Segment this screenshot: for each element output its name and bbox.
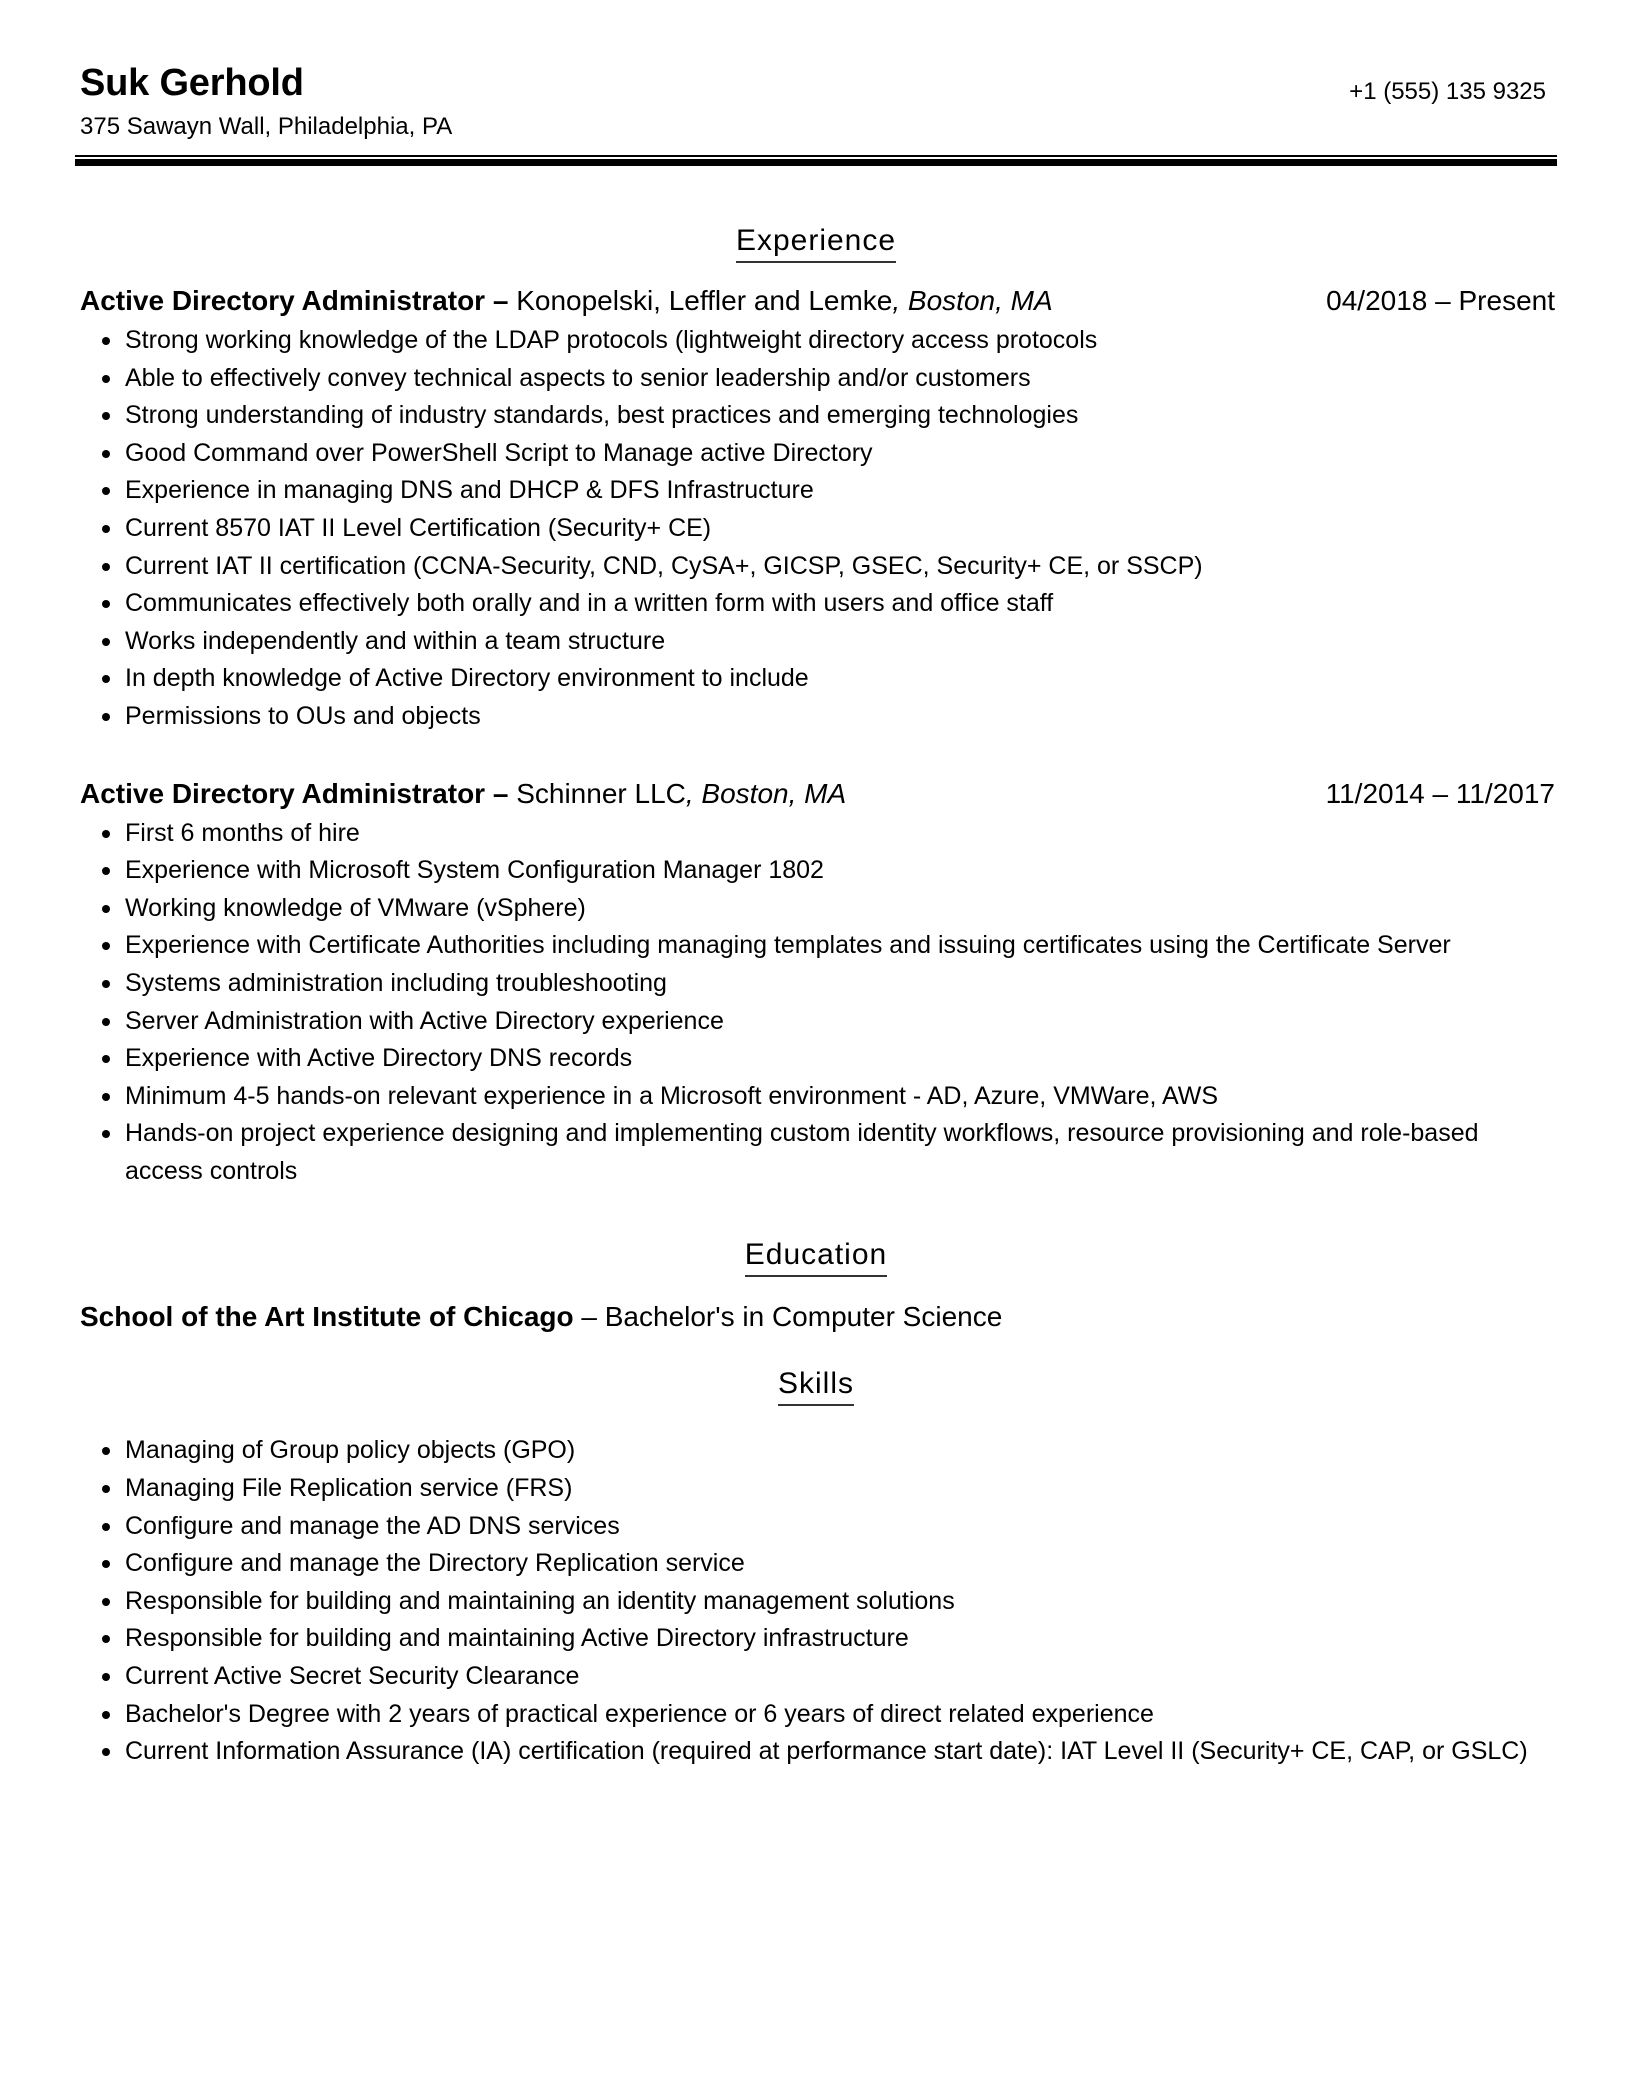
skills-section-heading <box>80 1367 1552 1406</box>
job-location: , Boston, MA <box>892 285 1053 316</box>
list-item: Strong understanding of industry standards, best practices and emerging technologies <box>100 397 1552 435</box>
job-company: Konopelski, Leffler and Lemke <box>508 285 893 316</box>
list-item: Current Information Assurance (IA) certification (required at performance start date): IAT Level II (Security+ CE, CAP, or GSLC) <box>100 1733 1552 1771</box>
resume-header <box>80 0 1552 168</box>
list-item: Experience with Microsoft System Configuration Manager 1802 <box>100 852 1552 890</box>
list-item: Experience in managing DNS and DHCP & DFS Infrastructure <box>100 472 1552 510</box>
header-divider-thin <box>75 155 1557 157</box>
section-title-skills: Skills <box>778 1367 854 1406</box>
job-header <box>80 777 1555 814</box>
list-item: Able to effectively convey technical aspects to senior leadership and/or customers <box>100 360 1552 398</box>
degree: Bachelor's in Computer Science <box>604 1301 1003 1333</box>
experience-section-heading <box>80 224 1552 263</box>
list-item: Experience with Certificate Authorities including managing templates and issuing certificates using the Certificate Server <box>100 927 1552 965</box>
list-item: Configure and manage the AD DNS services <box>100 1508 1552 1546</box>
education-separator: – <box>573 1301 605 1333</box>
list-item: Communicates effectively both orally and in a written form with users and office staff <box>100 585 1552 623</box>
candidate-phone: +1 (555) 135 9325 <box>1349 78 1546 105</box>
list-item: Bachelor's Degree with 2 years of practical experience or 6 years of direct related experience <box>100 1696 1552 1734</box>
list-item: Strong working knowledge of the LDAP protocols (lightweight directory access protocols <box>100 322 1552 360</box>
list-item: Working knowledge of VMware (vSphere) <box>100 890 1552 928</box>
job-bullet-list <box>100 322 1552 736</box>
candidate-name: Suk Gerhold <box>80 62 304 104</box>
education-entry <box>80 1301 1552 1333</box>
job-bullet-list <box>100 815 1552 1191</box>
list-item: Responsible for building and maintaining Active Directory infrastructure <box>100 1620 1552 1658</box>
job-title: Active Directory Administrator – <box>80 285 509 316</box>
list-item: Responsible for building and maintaining an identity management solutions <box>100 1583 1552 1621</box>
job-entry <box>80 285 1555 736</box>
list-item: Server Administration with Active Directory experience <box>100 1003 1552 1041</box>
list-item: Minimum 4-5 hands-on relevant experience in a Microsoft environment - AD, Azure, VMWare, AWS <box>100 1078 1552 1116</box>
job-header <box>80 285 1555 321</box>
list-item: Systems administration including troubleshooting <box>100 965 1552 1003</box>
list-item: Current Active Secret Security Clearance <box>100 1658 1552 1696</box>
job-dates: 04/2018 – Present <box>1326 285 1555 316</box>
list-item: Configure and manage the Directory Replication service <box>100 1545 1552 1583</box>
school-name: School of the Art Institute of Chicago <box>80 1301 574 1333</box>
list-item: First 6 months of hire <box>100 815 1552 853</box>
job-company: Schinner LLC <box>508 777 686 809</box>
header-divider-thick <box>75 159 1557 166</box>
job-location: , Boston, MA <box>685 777 847 809</box>
job-entry <box>80 777 1555 1191</box>
list-item: Current IAT II certification (CCNA-Security, CND, CySA+, GICSP, GSEC, Security+ CE, or SSCP) <box>100 548 1552 586</box>
section-title-experience: Experience <box>736 224 896 263</box>
skills-list <box>100 1432 1552 1770</box>
section-title-education: Education <box>745 1238 887 1277</box>
resume-page <box>80 0 1555 1771</box>
list-item: Current 8570 IAT II Level Certification (Security+ CE) <box>100 510 1552 548</box>
list-item: Experience with Active Directory DNS records <box>100 1040 1552 1078</box>
list-item: Permissions to OUs and objects <box>100 698 1552 736</box>
list-item: Works independently and within a team structure <box>100 623 1552 661</box>
job-dates: 11/2014 – 11/2017 <box>1325 777 1555 809</box>
candidate-address: 375 Sawayn Wall, Philadelphia, PA <box>80 113 453 140</box>
job-title: Active Directory Administrator – <box>80 777 509 809</box>
list-item: Good Command over PowerShell Script to Manage active Directory <box>100 435 1552 473</box>
list-item: Managing File Replication service (FRS) <box>100 1470 1552 1508</box>
list-item: Managing of Group policy objects (GPO) <box>100 1432 1552 1470</box>
list-item: In depth knowledge of Active Directory environment to include <box>100 660 1552 698</box>
education-section-heading <box>80 1238 1552 1277</box>
list-item: Hands-on project experience designing and implementing custom identity workflows, resource provisioning and role-based access controls <box>100 1115 1552 1190</box>
